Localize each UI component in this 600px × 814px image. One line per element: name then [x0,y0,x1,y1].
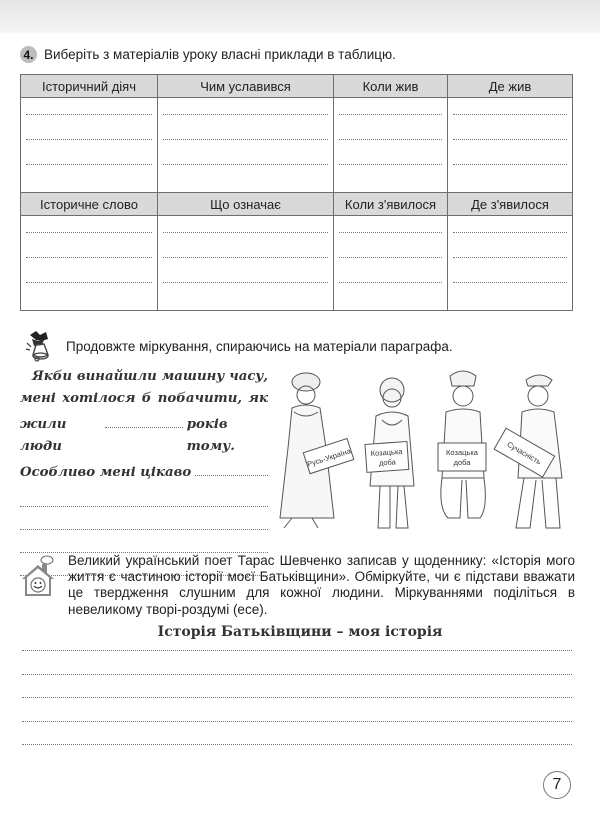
answer-cell-famous-for[interactable] [158,98,334,193]
bell-icon [22,329,56,363]
reasoning-text [20,366,268,576]
reasoning-heading [22,329,453,363]
sign-modernity: Сучасність [505,439,543,467]
answer-cell-figure[interactable] [21,98,158,193]
task-4-instruction: Виберіть з матеріалів уроку власні приклади в таблицю. [44,47,396,62]
svg-text:Козацька: Козацька [446,448,478,457]
essay-blank-line[interactable] [22,697,572,698]
years-input-line[interactable] [105,415,183,428]
table-row-words-answers [21,216,573,311]
reasoning-line-2 [20,414,268,457]
reasoning-phrase-end: років тому. [186,417,235,454]
essay-blank-line[interactable] [22,674,572,675]
essay-prompt-block [20,553,575,618]
children-with-signs-illustration [278,368,578,538]
header-where-lived: Де жив [448,75,573,98]
reasoning-line-1: Якби винайшли машину часу, мені хотілося б побачити, як [20,369,268,406]
reasoning-phrase-interest: Особливо мені цікаво [20,465,192,480]
essay-prompt: Великий український поет Тарас Шевченко записав у щоденнику: «Історія мого життя є частиною історії моєї Батьківщини». Обміркуйте, чи є підстави вважати це твердження слушним для кожної людини. Міркуваннями поділіться в невеликому творі-роздумі (есе). [68,553,575,617]
table-header-row-figures [21,75,573,98]
answer-cell-word[interactable] [21,216,158,311]
house-smiley-icon [20,555,56,599]
table-row-figures-answers [21,98,573,193]
header-famous-for: Чим уславився [158,75,334,98]
header-when-appeared: Коли з'явилося [334,193,448,216]
sign-rus-ukraine: Русь-Україна [306,446,352,469]
essay-writing-area[interactable] [22,650,572,768]
answer-cell-when-lived[interactable] [334,98,448,193]
reasoning-blank-line[interactable] [20,484,268,507]
reasoning-blank-line[interactable] [20,530,268,553]
page-number: 7 [543,771,571,799]
header-where-appeared: Де з'явилося [448,193,573,216]
reasoning-instruction: Продовжте міркування, спираючись на матеріали параграфа. [66,338,453,354]
task-number-badge: 4. [20,46,37,63]
header-historical-figure: Історичний діяч [21,75,158,98]
essay-title: Історія Батьківщини – моя історія [157,624,443,640]
reasoning-line-3 [20,462,268,484]
answer-cell-where-lived[interactable] [448,98,573,193]
header-when-lived: Коли жив [334,75,448,98]
essay-blank-line[interactable] [22,721,572,722]
page-top-edge [0,0,600,33]
essay-blank-line[interactable] [22,650,572,651]
reasoning-blank-line[interactable] [20,507,268,530]
reasoning-phrase-start: жили люди [20,417,67,454]
header-historical-word: Історичне слово [21,193,158,216]
svg-text:доба: доба [378,457,397,468]
essay-blank-line[interactable] [22,744,572,745]
task-4-heading [20,46,396,63]
answer-cell-meaning[interactable] [158,216,334,311]
answer-cell-when-appeared[interactable] [334,216,448,311]
answer-cell-where-appeared[interactable] [448,216,573,311]
svg-text:доба: доба [453,458,471,467]
table-header-row-words [21,193,573,216]
svg-text:Козацька: Козацька [370,446,403,459]
header-meaning: Що означає [158,193,334,216]
interest-input-line[interactable] [195,463,268,476]
examples-table [20,74,573,311]
